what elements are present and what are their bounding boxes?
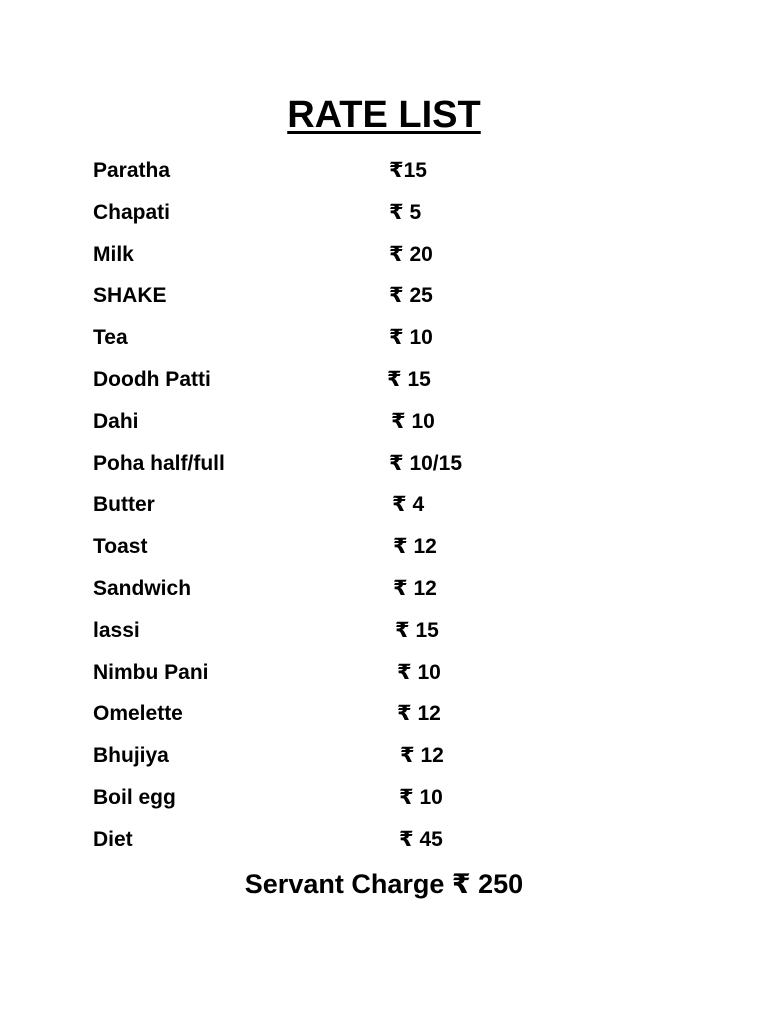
item-price: ₹ 10: [397, 660, 441, 684]
item-price: ₹ 10: [389, 326, 433, 350]
rate-row: [93, 443, 613, 485]
item-name: Toast: [93, 535, 148, 559]
item-name: Doodh Patti: [93, 367, 211, 391]
item-price: ₹ 5: [389, 200, 422, 224]
item-name: Paratha: [93, 159, 171, 182]
item-name: Tea: [93, 326, 128, 350]
page-title-text: RATE LIST: [287, 94, 481, 136]
rate-row: [93, 359, 613, 401]
rate-row: [93, 568, 613, 610]
item-price: ₹ 20: [389, 242, 433, 266]
item-price: ₹ 10/15: [389, 451, 462, 475]
rate-row: [93, 610, 613, 652]
page-title: [0, 92, 768, 138]
item-price: ₹ 10: [399, 785, 443, 809]
item-price: ₹ 15: [395, 618, 439, 642]
item-price: ₹ 15: [387, 367, 431, 391]
rate-row: [93, 401, 613, 443]
item-price: ₹ 12: [393, 576, 437, 600]
item-name: Bhujiya: [93, 744, 169, 768]
item-price: ₹ 4: [392, 493, 425, 517]
item-name: SHAKE: [93, 284, 167, 308]
item-name: Nimbu Pani: [93, 660, 209, 684]
item-name: Boil egg: [93, 785, 176, 809]
item-price: ₹ 10: [391, 409, 435, 433]
item-price: ₹15: [389, 159, 427, 182]
rate-row: [93, 317, 613, 359]
rate-row: [93, 735, 613, 777]
rate-list: [93, 150, 613, 861]
item-price: ₹ 12: [400, 744, 444, 768]
rate-row: [93, 150, 613, 192]
item-price: ₹ 12: [397, 702, 441, 726]
servant-charge-text: Servant Charge ₹ 250: [244, 869, 524, 899]
item-price: ₹ 45: [399, 827, 443, 851]
item-name: Sandwich: [93, 576, 192, 600]
item-name: Omelette: [93, 702, 183, 726]
rate-row: [93, 192, 613, 234]
rate-row: [93, 484, 613, 526]
item-price: ₹ 25: [389, 284, 433, 308]
rate-row: [93, 234, 613, 276]
item-name: Dahi: [93, 409, 139, 433]
rate-row: [93, 777, 613, 819]
item-name: Butter: [93, 493, 155, 517]
item-name: lassi: [93, 618, 140, 642]
item-name: Chapati: [93, 200, 171, 224]
item-price: ₹ 12: [393, 535, 437, 559]
rate-row: [93, 693, 613, 735]
rate-row: [93, 652, 613, 694]
item-name: Milk: [93, 242, 134, 266]
item-name: Diet: [93, 827, 133, 851]
rate-row: [93, 819, 613, 861]
servant-charge: [0, 862, 768, 906]
rate-row: [93, 275, 613, 317]
rate-row: [93, 526, 613, 568]
item-name: Poha half/full: [93, 451, 225, 475]
